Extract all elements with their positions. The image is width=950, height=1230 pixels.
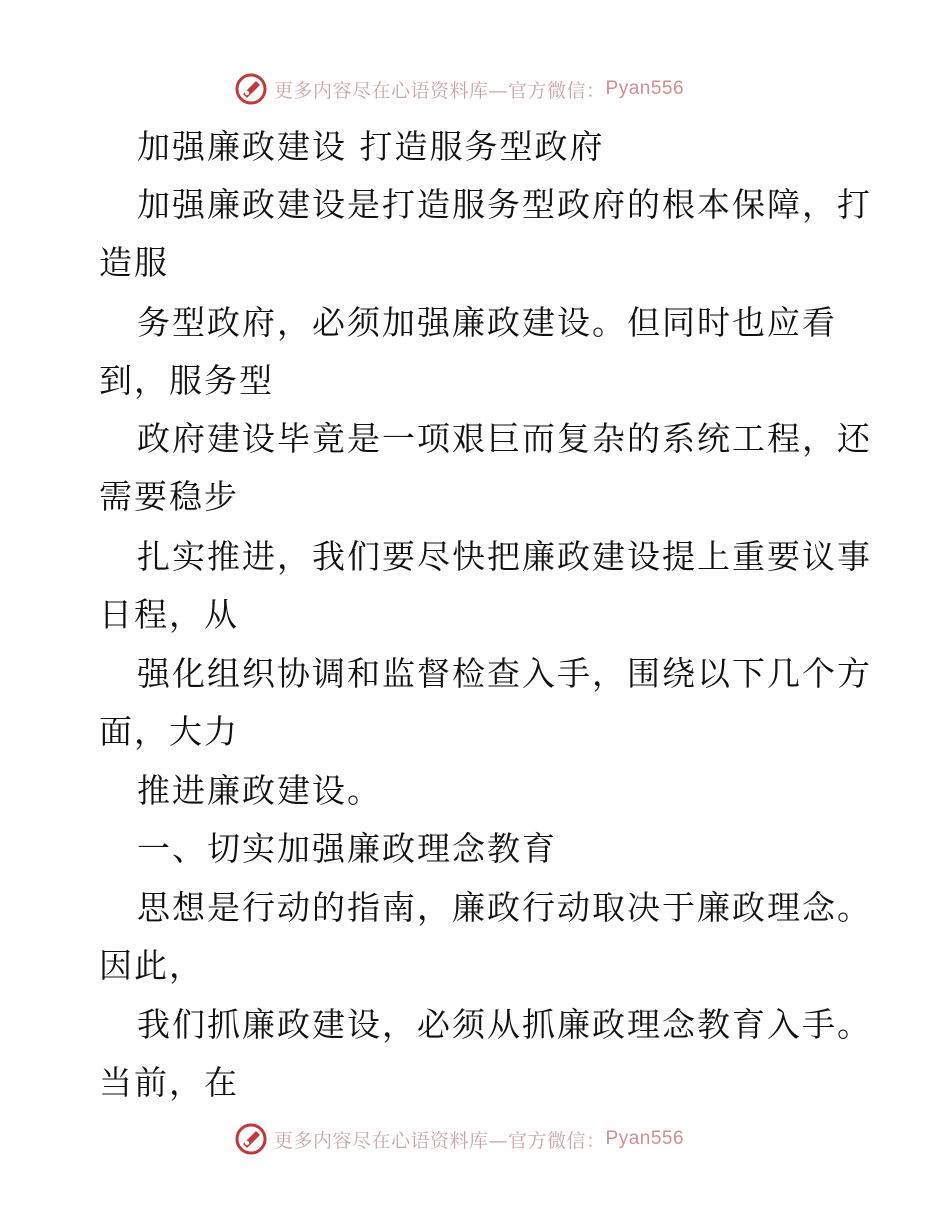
paragraph-line: 我们抓廉政建设，必须从抓廉政理念教育入手。 bbox=[137, 1005, 872, 1044]
paragraph-line: 扎实推进，我们要尽快把廉政建设提上重要议事 bbox=[137, 537, 872, 576]
paragraph-line: 面，大力 bbox=[99, 712, 239, 751]
paragraph-line: 加强廉政建设是打造服务型政府的根本保障，打 bbox=[137, 185, 872, 224]
paragraph-line: 日程，从 bbox=[99, 595, 239, 634]
header-promo-text: 更多内容尽在心语资料库—官方微信： bbox=[274, 79, 606, 102]
pen-seal-icon bbox=[234, 72, 268, 106]
paragraph-line: 强化组织协调和监督检查入手，围绕以下几个方 bbox=[137, 654, 872, 693]
paragraph-line: 务型政府，必须加强廉政建设。但同时也应看 bbox=[137, 303, 837, 342]
paragraph-line: 因此， bbox=[99, 946, 204, 985]
footer-promo-text: 更多内容尽在心语资料库—官方微信： bbox=[274, 1129, 606, 1152]
paragraph-line: 到，服务型 bbox=[99, 361, 274, 400]
paragraph-line: 思想是行动的指南，廉政行动取决于廉政理念。 bbox=[137, 888, 872, 927]
paragraph-line: 当前，在 bbox=[99, 1063, 239, 1102]
section-heading: 一、切实加强廉政理念教育 bbox=[137, 829, 557, 868]
paragraph-line: 造服 bbox=[99, 243, 169, 282]
footer-wechat-id: Pyan556 bbox=[605, 1128, 685, 1149]
paragraph-line: 政府建设毕竟是一项艰巨而复杂的系统工程，还 bbox=[137, 419, 872, 458]
paragraph-line: 推进廉政建设。 bbox=[137, 771, 382, 810]
paragraph-line: 需要稳步 bbox=[99, 477, 239, 516]
header-banner bbox=[0, 70, 950, 110]
footer-banner bbox=[0, 1120, 950, 1160]
document-title: 加强廉政建设 打造服务型政府 bbox=[137, 127, 605, 166]
pen-seal-icon bbox=[234, 1122, 268, 1156]
header-wechat-id: Pyan556 bbox=[605, 78, 685, 99]
